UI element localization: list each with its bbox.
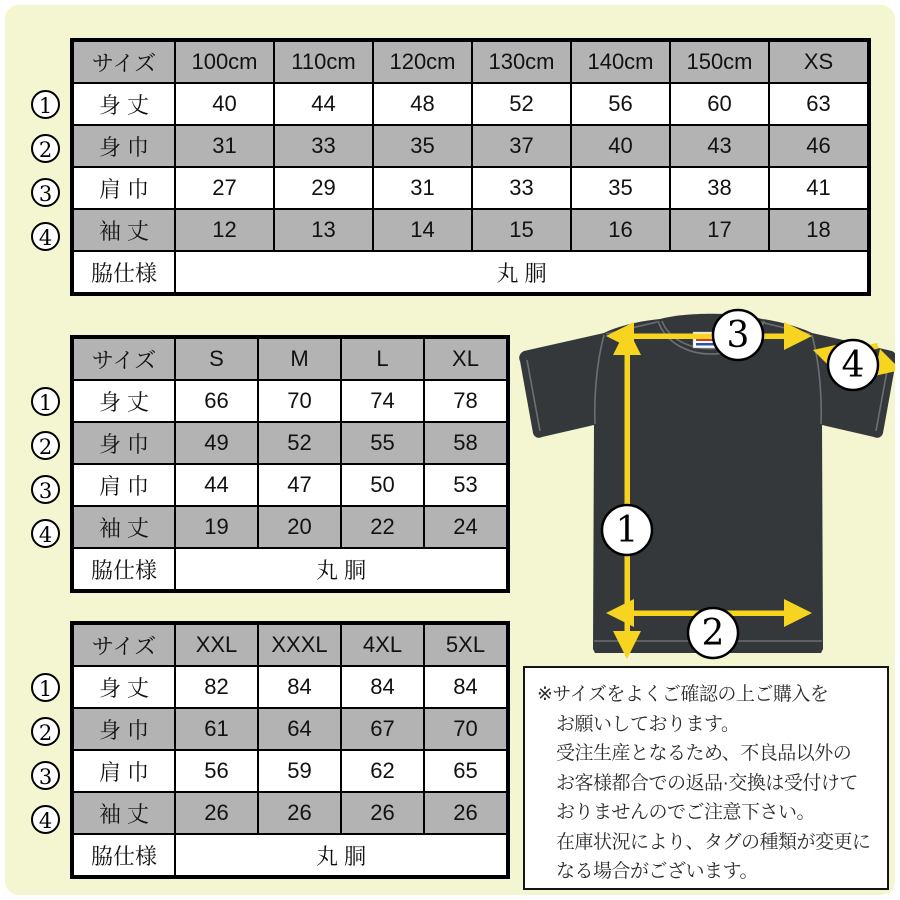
measurement-value-cell: 44 bbox=[175, 464, 258, 506]
side-spec-label-cell: 脇仕様 bbox=[73, 548, 175, 590]
size-column-header: 140cm bbox=[571, 41, 670, 83]
measurement-value-cell: 63 bbox=[769, 83, 868, 125]
measurement-label-cell: 袖 丈 bbox=[73, 506, 175, 548]
measurement-value-cell: 33 bbox=[274, 125, 373, 167]
measurement-row bbox=[73, 380, 507, 422]
measurement-value-cell: 19 bbox=[175, 506, 258, 548]
measurement-value-cell: 31 bbox=[175, 125, 274, 167]
side-spec-row bbox=[73, 251, 868, 293]
size-column-header: XL bbox=[424, 338, 507, 380]
measurement-value-cell: 13 bbox=[274, 209, 373, 251]
tshirt-measurement-diagram bbox=[510, 303, 895, 665]
measurement-value-cell: 64 bbox=[258, 708, 341, 750]
measurement-row bbox=[73, 506, 507, 548]
side-spec-value-cell: 丸 胴 bbox=[175, 548, 507, 590]
size-header-label: サイズ bbox=[73, 624, 175, 666]
measurement-value-cell: 43 bbox=[670, 125, 769, 167]
measurement-value-cell: 22 bbox=[341, 506, 424, 548]
header-row bbox=[73, 41, 868, 83]
row-marker-column bbox=[25, 38, 70, 296]
size-column-header: 5XL bbox=[424, 624, 507, 666]
measurement-value-cell: 59 bbox=[258, 750, 341, 792]
note-line: お客様都合での返品·交換は受付けて bbox=[556, 772, 858, 794]
measurement-value-cell: 49 bbox=[175, 422, 258, 464]
measurement-value-cell: 26 bbox=[424, 792, 507, 834]
header-row bbox=[73, 338, 507, 380]
table-border bbox=[70, 621, 510, 879]
measurement-value-cell: 24 bbox=[424, 506, 507, 548]
measurement-value-cell: 26 bbox=[258, 792, 341, 834]
size-column-header: 4XL bbox=[341, 624, 424, 666]
measurement-value-cell: 46 bbox=[769, 125, 868, 167]
header-row bbox=[73, 624, 507, 666]
side-spec-value-cell: 丸 胴 bbox=[175, 251, 868, 293]
table-border bbox=[70, 38, 871, 296]
measurement-value-cell: 47 bbox=[258, 464, 341, 506]
size-table-kids bbox=[25, 38, 871, 296]
size-column-header: XXL bbox=[175, 624, 258, 666]
measurement-value-cell: 12 bbox=[175, 209, 274, 251]
measurement-label-cell: 身 巾 bbox=[73, 708, 175, 750]
side-spec-label-cell: 脇仕様 bbox=[73, 834, 175, 876]
row-marker-column bbox=[25, 335, 70, 593]
measurement-row bbox=[73, 83, 868, 125]
measurement-value-cell: 17 bbox=[670, 209, 769, 251]
measurement-value-cell: 35 bbox=[373, 125, 472, 167]
measurement-label-cell: 身 巾 bbox=[73, 125, 175, 167]
measurement-value-cell: 52 bbox=[472, 83, 571, 125]
row-marker-3: 3 bbox=[31, 761, 60, 790]
size-column-header: 130cm bbox=[472, 41, 571, 83]
measurement-label-cell: 肩 巾 bbox=[73, 464, 175, 506]
row-marker-2: 2 bbox=[31, 717, 60, 746]
size-column-header: 100cm bbox=[175, 41, 274, 83]
measurement-value-cell: 35 bbox=[571, 167, 670, 209]
side-spec-value-cell: 丸 胴 bbox=[175, 834, 507, 876]
measurement-value-cell: 70 bbox=[424, 708, 507, 750]
plus-sizes-table bbox=[72, 623, 508, 877]
measurement-label-cell: 肩 巾 bbox=[73, 750, 175, 792]
size-column-header: 110cm bbox=[274, 41, 373, 83]
measurement-value-cell: 38 bbox=[670, 167, 769, 209]
row-marker-1: 1 bbox=[31, 673, 60, 702]
measurement-value-cell: 84 bbox=[341, 666, 424, 708]
measurement-value-cell: 56 bbox=[571, 83, 670, 125]
measurement-value-cell: 50 bbox=[341, 464, 424, 506]
size-chart-page bbox=[5, 5, 895, 895]
measurement-value-cell: 15 bbox=[472, 209, 571, 251]
measurement-value-cell: 40 bbox=[175, 83, 274, 125]
measurement-value-cell: 33 bbox=[472, 167, 571, 209]
row-marker-2: 2 bbox=[31, 431, 60, 460]
measurement-row bbox=[73, 422, 507, 464]
row-marker-4: 4 bbox=[31, 519, 60, 548]
size-header-label: サイズ bbox=[73, 41, 175, 83]
measurement-row bbox=[73, 167, 868, 209]
measurement-value-cell: 74 bbox=[341, 380, 424, 422]
marker-2: 2 bbox=[701, 613, 725, 654]
size-header-label: サイズ bbox=[73, 338, 175, 380]
measurement-row bbox=[73, 792, 507, 834]
measurement-label-cell: 肩 巾 bbox=[73, 167, 175, 209]
side-spec-row bbox=[73, 548, 507, 590]
measurement-value-cell: 26 bbox=[341, 792, 424, 834]
row-marker-3: 3 bbox=[31, 475, 60, 504]
marker-4: 4 bbox=[841, 345, 865, 386]
row-marker-4: 4 bbox=[31, 222, 60, 251]
measurement-value-cell: 84 bbox=[424, 666, 507, 708]
measurement-value-cell: 78 bbox=[424, 380, 507, 422]
size-column-header: M bbox=[258, 338, 341, 380]
measurement-value-cell: 48 bbox=[373, 83, 472, 125]
measurement-value-cell: 61 bbox=[175, 708, 258, 750]
measurement-row bbox=[73, 708, 507, 750]
row-marker-column bbox=[25, 621, 70, 879]
table-border bbox=[70, 335, 510, 593]
size-table-plus bbox=[25, 621, 510, 879]
measurement-value-cell: 65 bbox=[424, 750, 507, 792]
size-column-header: 150cm bbox=[670, 41, 769, 83]
measurement-value-cell: 52 bbox=[258, 422, 341, 464]
measurement-label-cell: 身 丈 bbox=[73, 83, 175, 125]
size-table-adult bbox=[25, 335, 510, 593]
measurement-value-cell: 56 bbox=[175, 750, 258, 792]
measurement-value-cell: 31 bbox=[373, 167, 472, 209]
measurement-row bbox=[73, 464, 507, 506]
measurement-value-cell: 29 bbox=[274, 167, 373, 209]
measurement-value-cell: 82 bbox=[175, 666, 258, 708]
measurement-value-cell: 58 bbox=[424, 422, 507, 464]
side-spec-label-cell: 脇仕様 bbox=[73, 251, 175, 293]
size-column-header: 120cm bbox=[373, 41, 472, 83]
size-column-header: S bbox=[175, 338, 258, 380]
note-line: 在庫状況により、タグの種類が変更に bbox=[556, 831, 871, 853]
side-spec-row bbox=[73, 834, 507, 876]
measurement-value-cell: 16 bbox=[571, 209, 670, 251]
measurement-label-cell: 身 丈 bbox=[73, 666, 175, 708]
row-marker-2: 2 bbox=[31, 134, 60, 163]
measurement-value-cell: 40 bbox=[571, 125, 670, 167]
measurement-row bbox=[73, 666, 507, 708]
row-marker-4: 4 bbox=[31, 805, 60, 834]
marker-1: 1 bbox=[615, 510, 639, 551]
measurement-value-cell: 60 bbox=[670, 83, 769, 125]
measurement-value-cell: 55 bbox=[341, 422, 424, 464]
size-column-header: XXXL bbox=[258, 624, 341, 666]
measurement-value-cell: 14 bbox=[373, 209, 472, 251]
measurement-value-cell: 37 bbox=[472, 125, 571, 167]
measurement-value-cell: 18 bbox=[769, 209, 868, 251]
kids-sizes-table bbox=[72, 40, 869, 294]
measurement-value-cell: 53 bbox=[424, 464, 507, 506]
measurement-label-cell: 袖 丈 bbox=[73, 209, 175, 251]
measurement-row bbox=[73, 125, 868, 167]
measurement-value-cell: 66 bbox=[175, 380, 258, 422]
row-marker-3: 3 bbox=[31, 178, 60, 207]
size-column-header: XS bbox=[769, 41, 868, 83]
measurement-row bbox=[73, 209, 868, 251]
note-line: ※サイズをよくご確認の上ご購入を bbox=[537, 684, 829, 705]
measurement-value-cell: 70 bbox=[258, 380, 341, 422]
measurement-value-cell: 84 bbox=[258, 666, 341, 708]
note-line: 受注生産となるため、不良品以外の bbox=[556, 743, 852, 764]
measurement-value-cell: 26 bbox=[175, 792, 258, 834]
measurement-label-cell: 身 巾 bbox=[73, 422, 175, 464]
marker-3: 3 bbox=[726, 315, 750, 356]
measurement-value-cell: 67 bbox=[341, 708, 424, 750]
measurement-value-cell: 44 bbox=[274, 83, 373, 125]
measurement-value-cell: 41 bbox=[769, 167, 868, 209]
adult-sizes-table bbox=[72, 337, 508, 591]
measurement-value-cell: 20 bbox=[258, 506, 341, 548]
note-line: なる場合がございます。 bbox=[556, 861, 758, 882]
note-line: おりませんのでご注意下さい。 bbox=[556, 802, 816, 823]
measurement-row bbox=[73, 750, 507, 792]
measurement-label-cell: 身 丈 bbox=[73, 380, 175, 422]
measurement-label-cell: 袖 丈 bbox=[73, 792, 175, 834]
measurement-value-cell: 62 bbox=[341, 750, 424, 792]
purchase-note-box bbox=[523, 666, 889, 890]
note-line: お願いしております。 bbox=[556, 713, 740, 735]
row-marker-1: 1 bbox=[31, 387, 60, 416]
row-marker-1: 1 bbox=[31, 90, 60, 119]
size-column-header: L bbox=[341, 338, 424, 380]
measurement-value-cell: 27 bbox=[175, 167, 274, 209]
